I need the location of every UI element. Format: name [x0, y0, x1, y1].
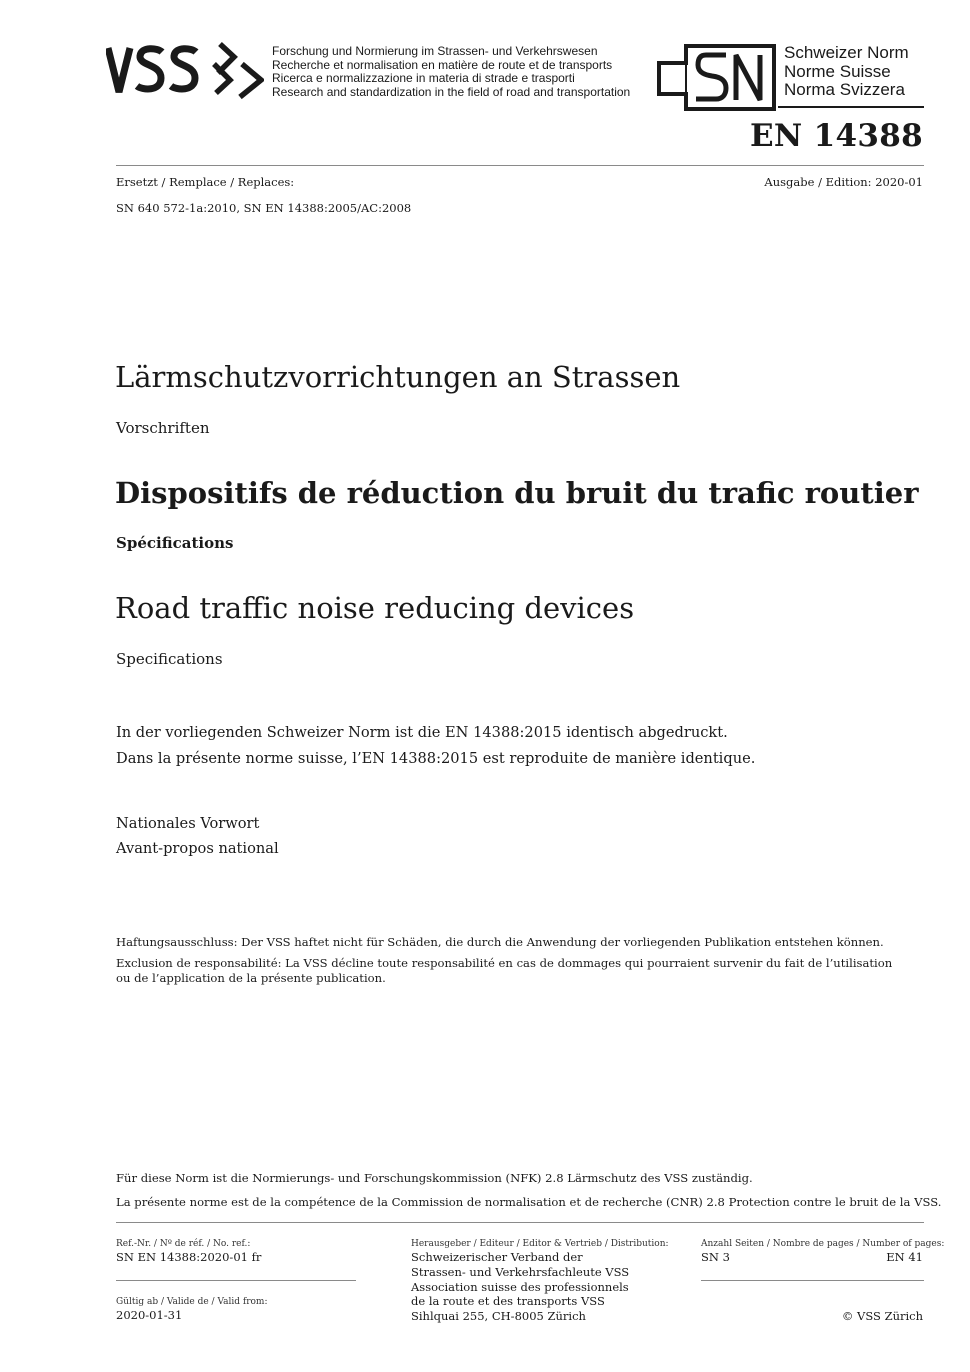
vss-tagline-line: Forschung und Normierung im Strassen- und Verkehrswesen	[272, 44, 598, 58]
title-en: Road traffic noise reducing devices	[115, 591, 635, 625]
identical-statement-fr: Dans la présente norme suisse, l’EN 14388:2015 est reproduite de manière identique.	[116, 750, 756, 767]
disclaimer-fr	[116, 956, 892, 986]
ref-value: SN EN 14388:2020-01 fr	[116, 1250, 262, 1264]
standard-number: EN 14388	[749, 118, 923, 154]
foreword-de: Nationales Vorwort	[116, 815, 260, 832]
disclaimer-fr-line: ou de l’application de la présente publication.	[116, 971, 386, 985]
footer-divider	[116, 1222, 924, 1223]
sn-label-line: Schweizer Norm	[784, 43, 909, 62]
identical-statement-de: In der vorliegenden Schweizer Norm ist die EN 14388:2015 identisch abgedruckt.	[116, 724, 728, 741]
sn-label-underline	[778, 106, 924, 108]
sn-logo	[656, 43, 778, 113]
ref-label: Ref.-Nr. / Nº de réf. / No. ref.:	[116, 1239, 251, 1249]
header-divider	[116, 165, 924, 166]
vss-tagline-line: Recherche et normalisation en matière de route et de transports	[272, 57, 613, 72]
pages-divider	[701, 1280, 924, 1281]
publisher-line: Sihlquai 255, CH-8005 Zürich	[411, 1309, 586, 1324]
sn-label-line: Norma Svizzera	[784, 80, 905, 99]
vss-tagline-line: Research and standardization in the field of road and transportation	[272, 84, 631, 99]
vss-tagline	[272, 45, 630, 99]
valid-value: 2020-01-31	[116, 1308, 183, 1322]
replaces-value: SN 640 572-1a:2010, SN EN 14388:2005/AC:2008	[116, 201, 412, 215]
subtitle-en: Specifications	[116, 650, 223, 668]
publisher-line: Association suisse des professionnels	[411, 1279, 629, 1294]
sn-label-line: Norme Suisse	[784, 61, 891, 81]
edition: Ausgabe / Edition: 2020-01	[764, 175, 923, 189]
pages-en: EN 41	[886, 1250, 923, 1264]
disclaimer-fr-line: Exclusion de responsabilité: La VSS décline toute responsabilité en cas de dommages qui pourraient survenir du fait de l’utilisation	[116, 956, 893, 970]
vss-logo	[106, 40, 264, 100]
committee-de: Für diese Norm ist die Normierungs- und Forschungskommission (NFK) 2.8 Lärmschutz des VSS zuständig.	[116, 1171, 753, 1185]
publisher-line: Schweizerischer Verband der	[411, 1250, 583, 1264]
replaces-label: Ersetzt / Remplace / Replaces:	[116, 175, 295, 189]
vss-logo-graphic	[106, 40, 264, 100]
publisher-label: Herausgeber / Editeur / Editor & Vertrieb / Distribution:	[411, 1239, 669, 1249]
valid-label: Gültig ab / Valide de / Valid from:	[116, 1297, 268, 1307]
sn-label	[784, 44, 909, 100]
publisher-line: Strassen- und Verkehrsfachleute VSS	[411, 1264, 630, 1279]
swiss-cross-sn-icon	[656, 43, 778, 113]
title-de: Lärmschutzvorrichtungen an Strassen	[115, 360, 681, 394]
pages-label: Anzahl Seiten / Nombre de pages / Number of pages:	[701, 1239, 945, 1249]
publisher-address	[411, 1250, 629, 1324]
publisher-line: de la route et des transports VSS	[411, 1294, 605, 1309]
committee-fr: La présente norme est de la compétence de la Commission de normalisation et de recherche (CNR) 2.8 Protection contre le bruit de la VSS.	[116, 1195, 942, 1209]
subtitle-fr: Spécifications	[116, 534, 234, 552]
ref-divider	[116, 1280, 356, 1281]
foreword-fr: Avant-propos national	[116, 840, 279, 857]
title-fr: Dispositifs de réduction du bruit du trafic routier	[115, 476, 919, 510]
vss-tagline-line: Ricerca e normalizzazione in materia di strade e trasporti	[272, 71, 575, 85]
disclaimer-de: Haftungsausschluss: Der VSS haftet nicht für Schäden, die durch die Anwendung der vorliegenden Publikation entstehen können.	[116, 935, 884, 949]
copyright: © VSS Zürich	[841, 1309, 923, 1323]
subtitle-de: Vorschriften	[116, 419, 210, 437]
pages-sn: SN 3	[701, 1250, 730, 1264]
